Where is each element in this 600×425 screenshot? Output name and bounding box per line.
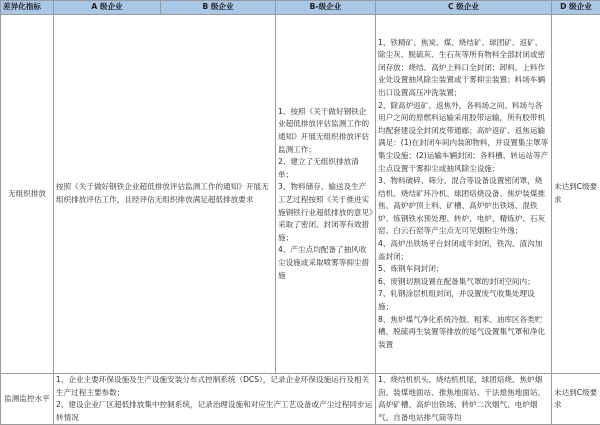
list-item: 5、炼钢车间封闭； — [378, 263, 549, 276]
list-item: 2、建设企业厂区超低排放集中控制系统，记录治理设施和对应生产工艺设备或产尘过程同步运转情况 — [56, 399, 373, 424]
list-item: 3、物料储存、输送及生产工艺过程按照《关于推进实施钢铁行业超低排放的意见》采取了密闭、封闭等有效措施； — [278, 181, 373, 244]
header-level-c: C 级企业 — [376, 1, 552, 15]
level-ab-unorganized-emission: 按照《关于做好钢铁企业超低排放评估监测工作的通知》开展无组织排放评估工作，且经评估无组织排放满足超低排放要求 — [54, 15, 276, 374]
list-item: 2、除高炉返矿、返焦外，各料场之间、料场与各用户之间的原燃料运输采用胶带运输，所有胶带机均配套建设全封闭皮带通廊；高炉返矿、返焦运输满足：(1)在封闭车间内装卸物料，并设置集尘罩等集尘设施；(2)运输车辆封闭；各料槽、转运站等产尘点设置干雾抑尘或抽风除尘设施； — [378, 100, 549, 176]
indicator-monitoring: 监测监控水平 — [1, 374, 54, 425]
table-row-unorganized-emission — [1, 15, 600, 374]
header-level-b-minus: B-级企业 — [276, 1, 376, 15]
level-d-unorganized-emission: 未达到C级要求 — [552, 15, 600, 374]
list-item: 8、焦炉煤气净化系统冷鼓、粗苯、油库区各类贮槽、脱硫再生装置等排放的尾气设置集气罩和净化装置 — [378, 314, 549, 352]
level-c-unorganized-emission — [376, 15, 552, 374]
level-b-minus-unorganized-emission — [276, 15, 376, 374]
list-item: 4、高炉出铁场平台封闭或半封闭，铁沟、渣沟加盖封闭； — [378, 238, 549, 263]
header-level-b: B 级企业 — [161, 1, 276, 15]
header-level-a: A 级企业 — [54, 1, 161, 15]
level-c-monitoring: 1、烧结机机头、烧结机机尾、球团焙烧、焦炉烟囱、装煤地面站、推焦地面站、干法熄焦地面站、高炉矿槽、高炉出铁场、转炉二次烟气、电炉烟气、自备电站排气筒等均 — [376, 374, 552, 425]
level-d-monitoring: 未达到C级要求 — [552, 374, 600, 425]
list-item: 1、按照《关于做好钢铁企业超低排放评估监测工作的通知》开展无组织排放评估监测工作； — [278, 106, 373, 156]
list-item: 1、铁精矿、焦炭、煤、烧结矿、球团矿、返矿、除尘灰、脱硫灰、生石灰等所有物料全部封闭或密闭存放；烧结、高炉上料口全封闭；卸料、上料作业处设置抽风除尘装置或干雾抑尘装置；料场车辆出口设置高压冲洗装置； — [378, 37, 549, 100]
list-item: 1、企业主要环保设施及生产设施安装分布式控制系统（DCS），记录企业环保设施运行及相关生产过程主要参数； — [56, 374, 373, 399]
list-item: 4、产尘点均配备了抽风收尘设施或采取喷雾等抑尘措施 — [278, 244, 373, 282]
header-indicator: 差异化指标 — [1, 1, 54, 15]
list-item: 7、轧钢涂层机组封闭，并设置废气收集处理设施； — [378, 288, 549, 313]
header-row — [1, 1, 600, 15]
level-ab-monitoring — [54, 374, 376, 425]
list-item: 2、建立了无组织排放清单； — [278, 156, 373, 181]
list-item: 6、废钢切割设置在配备集气罩的封闭空间内； — [378, 276, 549, 289]
list-item: 3、物料破碎、筛分、混合等设备设置密闭罩，烧结机、烧结矿环冷机、球团焙烧设备、焦炉装煤推焦、高炉炉顶上料、矿槽、高炉炉出铁场、混铁炉、炼钢铁水预处理、转炉、电炉、精炼炉、石灰窑、白云石窑等产尘点无可见烟粉尘外逸； — [378, 175, 549, 238]
indicator-unorganized-emission: 无组织排放 — [1, 15, 54, 374]
header-level-d: D 级企业 — [552, 1, 600, 15]
table-row-monitoring — [1, 374, 600, 425]
